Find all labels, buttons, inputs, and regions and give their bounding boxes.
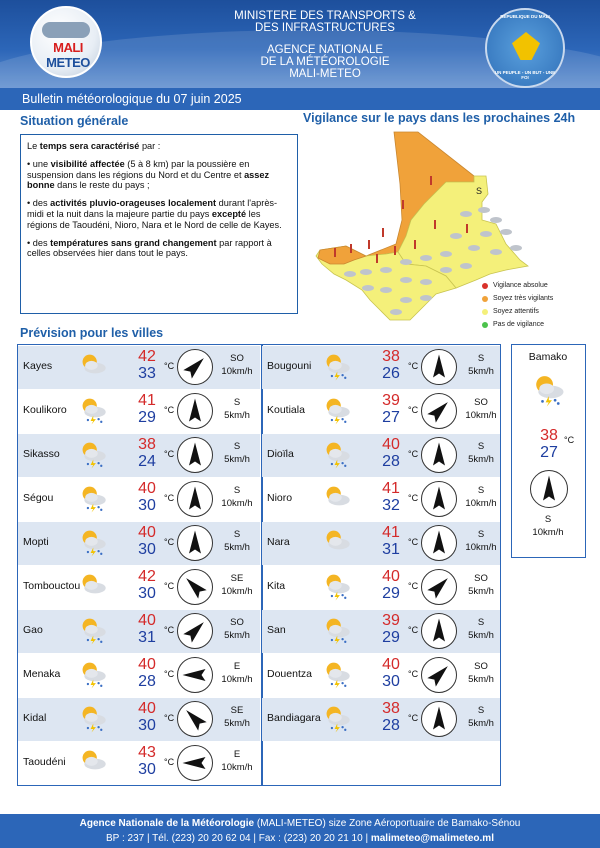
tmax-value: 41: [382, 524, 400, 541]
unit-label: °C: [408, 537, 419, 547]
forecast-row-gao: [18, 610, 260, 653]
agency-line-2: DE LA MÉTÉOROLOGIE: [260, 56, 390, 68]
wind-compass-icon: [176, 436, 214, 474]
wind-speed: 5km/h: [224, 410, 250, 421]
capital-unit: °C: [564, 435, 575, 445]
legend-dot-icon: [482, 296, 488, 302]
temperatures: [130, 524, 164, 558]
unit-label: °C: [164, 361, 175, 371]
forecast-row-mopti: [18, 522, 260, 565]
capital-wind-speed: 10km/h: [532, 527, 564, 538]
temperatures: [374, 348, 408, 382]
capital-wind: [512, 513, 584, 539]
wind-compass-icon: [420, 392, 458, 430]
wind-direction: E: [233, 749, 241, 760]
wind-direction: S: [477, 529, 485, 540]
city-name: Douentza: [267, 668, 312, 680]
wind-speed: 10km/h: [221, 498, 253, 509]
wind-compass-icon: [420, 656, 458, 694]
wind-direction: S: [233, 529, 241, 540]
wind-direction: SO: [474, 573, 488, 584]
wind-info: [216, 748, 258, 774]
tmin-value: 31: [382, 541, 400, 558]
wind-direction: SO: [474, 397, 488, 408]
republic-seal: [485, 8, 565, 88]
storm-icon: [322, 396, 354, 426]
tmin-value: 33: [138, 365, 156, 382]
sun-cloud-icon: [78, 748, 110, 778]
unit-label: °C: [164, 669, 175, 679]
forecast-row-menaka: [18, 654, 260, 697]
sun-cloud-icon: [78, 572, 110, 602]
wind-info: [460, 704, 502, 730]
wind-speed: 10km/h: [465, 542, 497, 553]
wind-direction: SE: [230, 705, 244, 716]
city-name: Taoudéni: [23, 756, 66, 768]
city-name: Mopti: [23, 536, 49, 548]
wind-speed: 5km/h: [224, 630, 250, 641]
wind-speed: 10km/h: [221, 366, 253, 377]
tmax-value: 41: [382, 480, 400, 497]
forecast-table: [17, 344, 501, 786]
tmin-value: 28: [138, 673, 156, 690]
sun-cloud-icon: [78, 352, 110, 382]
wind-info: [460, 396, 502, 422]
temperatures: [374, 480, 408, 514]
unit-label: °C: [164, 757, 175, 767]
wind-direction: SO: [474, 661, 488, 672]
logo-cloud-icon: [42, 22, 90, 38]
wind-compass-icon: [176, 612, 214, 650]
wind-info: [460, 660, 502, 686]
wind-speed: 10km/h: [465, 410, 497, 421]
wind-info: [460, 440, 502, 466]
legend-item: [482, 292, 553, 305]
tmin-value: 32: [382, 497, 400, 514]
ministry-line-2: DES INFRASTRUCTURES: [255, 22, 395, 34]
wind-compass-icon: [176, 348, 214, 386]
forecast-row-kita: [262, 566, 500, 609]
wind-direction: SO: [230, 353, 244, 364]
forecast-row-bandiagara: [262, 698, 500, 741]
temperatures: [130, 656, 164, 690]
agency-line-1: AGENCE NATIONALE: [266, 44, 384, 56]
tmax-value: 40: [138, 612, 156, 629]
footer-contact: BP : 237 | Tél. (223) 20 20 62 04 | Fax : (223) 20 20 21 10 | malimeteo@malimeteo.ml: [106, 833, 494, 844]
unit-label: °C: [164, 405, 175, 415]
storm-icon: [322, 352, 354, 382]
tmax-value: 40: [382, 436, 400, 453]
legend-dot-icon: [482, 322, 488, 328]
unit-label: °C: [164, 625, 175, 635]
wind-compass-icon: [176, 524, 214, 562]
city-name: Kidal: [23, 712, 47, 724]
unit-label: °C: [164, 713, 175, 723]
wind-info: [216, 528, 258, 554]
vigilance-title: Vigilance sur le pays dans les prochaines 24h: [303, 111, 576, 125]
storm-icon: [322, 660, 354, 690]
situation-intro: Le temps sera caractérisé par :: [27, 141, 161, 151]
tmax-value: 40: [138, 524, 156, 541]
tmax-value: 38: [382, 348, 400, 365]
seal-bottom-text: UN PEUPLE - UN BUT - UNE FOI: [494, 70, 556, 80]
wind-info: [216, 352, 258, 378]
wind-info: [460, 528, 502, 554]
tmax-value: 40: [382, 568, 400, 585]
wind-compass-icon: [420, 524, 458, 562]
storm-icon: [78, 616, 110, 646]
unit-label: °C: [164, 449, 175, 459]
wind-direction: E: [233, 661, 241, 672]
wind-info: [216, 572, 258, 598]
unit-label: °C: [164, 537, 175, 547]
tmin-value: 26: [382, 365, 400, 382]
legend-label: Vigilance absolue: [493, 282, 548, 289]
wind-direction: S: [477, 353, 485, 364]
city-name: Sikasso: [23, 448, 60, 460]
wind-speed: 10km/h: [221, 674, 253, 685]
temperatures: [130, 348, 164, 382]
wind-info: [216, 616, 258, 642]
wind-direction: S: [477, 705, 485, 716]
city-name: Dioïla: [267, 448, 294, 460]
tmax-value: 40: [382, 656, 400, 673]
header-titles: [200, 10, 450, 80]
wind-direction: SO: [230, 617, 244, 628]
tmin-value: 29: [382, 585, 400, 602]
wind-direction: S: [233, 397, 241, 408]
forecast-title: Prévision pour les villes: [20, 326, 164, 340]
tmax-value: 40: [138, 700, 156, 717]
situation-title: Situation générale: [20, 114, 129, 128]
wind-compass-icon: [420, 612, 458, 650]
tmax-value: 40: [138, 656, 156, 673]
legend-label: Pas de vigilance: [493, 321, 544, 328]
forecast-row-dioïla: [262, 434, 500, 477]
capital-forecast-box: [511, 344, 586, 558]
wind-compass-icon: [420, 348, 458, 386]
unit-label: °C: [408, 669, 419, 679]
storm-icon: [322, 616, 354, 646]
svg-text:S: S: [476, 186, 483, 196]
wind-speed: 10km/h: [465, 498, 497, 509]
situation-temperature: • des températures sans grand changement par rapport à celles observées hier dans tout le pays.: [27, 237, 272, 259]
wind-info: [460, 484, 502, 510]
wind-compass-icon: [176, 568, 214, 606]
tmin-value: 30: [138, 541, 156, 558]
city-name: Kita: [267, 580, 286, 592]
temperatures: [130, 744, 164, 778]
wind-speed: 5km/h: [468, 366, 494, 377]
temperatures: [130, 612, 164, 646]
temperatures: [374, 700, 408, 734]
unit-label: °C: [408, 713, 419, 723]
legend-item: [482, 305, 553, 318]
forecast-row-douentza: [262, 654, 500, 697]
city-name: Koutiala: [267, 404, 305, 416]
capital-city-name: Bamako: [528, 351, 568, 363]
forecast-row-nioro: [262, 478, 500, 521]
temperatures: [374, 524, 408, 558]
forecast-row-koulikoro: [18, 390, 260, 433]
wind-compass-icon: [420, 700, 458, 738]
tmin-value: 24: [138, 453, 156, 470]
wind-direction: S: [477, 441, 485, 452]
temperatures: [374, 612, 408, 646]
wind-compass-icon: [176, 700, 214, 738]
wind-speed: 5km/h: [468, 454, 494, 465]
tmin-value: 30: [138, 497, 156, 514]
forecast-row-bougouni: [262, 346, 500, 389]
wind-direction: S: [233, 485, 241, 496]
tmin-value: 29: [138, 409, 156, 426]
situation-visibility: • une visibilité affectée (5 à 8 km) par la poussière en suspension dans les régions du Nord et du Centre et assez bonne dans le reste du pays ;: [27, 158, 270, 191]
situation-text-box: [20, 134, 298, 314]
capital-wind-dir: S: [544, 514, 552, 525]
wind-compass-icon: [176, 744, 214, 782]
tmin-value: 30: [138, 585, 156, 602]
legend-item: [482, 318, 553, 331]
wind-speed: 10km/h: [221, 586, 253, 597]
forecast-row-koutiala: [262, 390, 500, 433]
wind-info: [216, 660, 258, 686]
unit-label: °C: [408, 625, 419, 635]
temperatures: [374, 392, 408, 426]
storm-icon: [322, 572, 354, 602]
temperatures: [130, 568, 164, 602]
storm-icon: [322, 704, 354, 734]
wind-info: [216, 440, 258, 466]
agency-line-3: MALI-METEO: [289, 68, 361, 80]
tmax-value: 43: [138, 744, 156, 761]
tmax-value: 40: [138, 480, 156, 497]
city-name: Ségou: [23, 492, 54, 504]
situation-rain: • des activités pluvio-orageuses localement durant l'après-midi et la nuit dans la majeure partie du pays excepté les régions de Taoudéni, Nioro, Nara et le Nord de celle de Kayes.: [27, 198, 282, 230]
tmin-value: 28: [382, 717, 400, 734]
tmax-value: 38: [138, 436, 156, 453]
wind-compass-icon: [176, 392, 214, 430]
storm-icon: [78, 396, 110, 426]
city-name: Nioro: [267, 492, 293, 504]
wind-info: [216, 704, 258, 730]
tmin-value: 28: [382, 453, 400, 470]
wind-speed: 5km/h: [468, 586, 494, 597]
legend-label: Soyez attentifs: [493, 308, 539, 315]
storm-icon: [78, 440, 110, 470]
city-name: Koulikoro: [23, 404, 67, 416]
tmin-value: 31: [138, 629, 156, 646]
tmax-value: 39: [382, 392, 400, 409]
wind-speed: 5km/h: [468, 674, 494, 685]
temperatures: [130, 700, 164, 734]
city-name: Gao: [23, 624, 43, 636]
wind-compass-icon: [420, 480, 458, 518]
forecast-row-tombouctou: [18, 566, 260, 609]
city-name: Kayes: [23, 360, 53, 372]
wind-direction: SE: [230, 573, 244, 584]
wind-speed: 5km/h: [224, 718, 250, 729]
legend-item: [482, 279, 553, 292]
temperatures: [374, 656, 408, 690]
wind-direction: S: [477, 485, 485, 496]
sun-cloud-icon: [322, 528, 354, 558]
wind-speed: 5km/h: [224, 454, 250, 465]
tmin-value: 27: [382, 409, 400, 426]
tmax-value: 42: [138, 348, 156, 365]
storm-icon: [78, 484, 110, 514]
wind-speed: 5km/h: [468, 718, 494, 729]
wind-speed: 5km/h: [224, 542, 250, 553]
storm-icon: [78, 528, 110, 558]
mali-meteo-logo: [30, 6, 102, 78]
logo-text: MALI METEO: [46, 40, 90, 70]
city-name: Bandiagara: [267, 712, 321, 724]
wind-info: [460, 616, 502, 642]
city-name: Tombouctou: [23, 580, 81, 592]
tmax-value: 42: [138, 568, 156, 585]
legend-label: Soyez très vigilants: [493, 295, 554, 302]
storm-icon: [78, 660, 110, 690]
capital-tmax: 38: [540, 427, 558, 444]
unit-label: °C: [408, 449, 419, 459]
forecast-row-ségou: [18, 478, 260, 521]
wind-info: [460, 352, 502, 378]
wind-info: [216, 484, 258, 510]
tmax-value: 39: [382, 612, 400, 629]
seal-eagle-icon: [512, 32, 540, 60]
capital-temperatures: [534, 427, 564, 461]
wind-speed: 10km/h: [221, 762, 253, 773]
wind-compass-icon: [176, 656, 214, 694]
tmin-value: 30: [382, 673, 400, 690]
city-name: San: [267, 624, 286, 636]
unit-label: °C: [408, 405, 419, 415]
bulletin-date-bar: Bulletin météorologique du 07 juin 2025: [0, 88, 600, 110]
unit-label: °C: [408, 493, 419, 503]
tmin-value: 30: [138, 717, 156, 734]
forecast-row-taoudéni: [18, 742, 260, 785]
city-name: Menaka: [23, 668, 61, 680]
footer-bar: [0, 814, 600, 848]
temperatures: [130, 392, 164, 426]
legend-dot-icon: [482, 283, 488, 289]
wind-compass-icon: [176, 480, 214, 518]
wind-direction: S: [233, 441, 241, 452]
seal-top-text: RÉPUBLIQUE DU MALI: [500, 14, 550, 19]
city-name: Bougouni: [267, 360, 312, 372]
city-name: Nara: [267, 536, 290, 548]
forecast-row-san: [262, 610, 500, 653]
wind-speed: 5km/h: [468, 630, 494, 641]
temperatures: [374, 436, 408, 470]
tmin-value: 30: [138, 761, 156, 778]
tmax-value: 38: [382, 700, 400, 717]
wind-compass-icon: [420, 436, 458, 474]
forecast-row-kayes: [18, 346, 260, 389]
storm-icon: [322, 440, 354, 470]
unit-label: °C: [164, 581, 175, 591]
ministry-line-1: MINISTERE DES TRANSPORTS &: [234, 10, 416, 22]
capital-weather-icon: [532, 373, 566, 407]
wind-info: [216, 396, 258, 422]
unit-label: °C: [164, 493, 175, 503]
forecast-row-nara: [262, 522, 500, 565]
sun-cloud-icon: [322, 484, 354, 514]
capital-tmin: 27: [540, 444, 558, 461]
footer-email-link[interactable]: malimeteo@malimeteo.ml: [370, 833, 494, 844]
footer-address: Agence Nationale de la Météorologie (MALI-METEO) size Zone Aéroportuaire de Bamako-Sénou: [79, 818, 521, 829]
tmin-value: 29: [382, 629, 400, 646]
temperatures: [130, 436, 164, 470]
wind-info: [460, 572, 502, 598]
forecast-row-kidal: [18, 698, 260, 741]
wind-direction: S: [477, 617, 485, 628]
forecast-row-sikasso: [18, 434, 260, 477]
temperatures: [130, 480, 164, 514]
legend-dot-icon: [482, 309, 488, 315]
tmax-value: 41: [138, 392, 156, 409]
temperatures: [374, 568, 408, 602]
capital-wind-compass-icon: [529, 469, 569, 509]
unit-label: °C: [408, 361, 419, 371]
vigilance-legend: [482, 279, 553, 331]
storm-icon: [78, 704, 110, 734]
unit-label: °C: [408, 581, 419, 591]
wind-compass-icon: [420, 568, 458, 606]
